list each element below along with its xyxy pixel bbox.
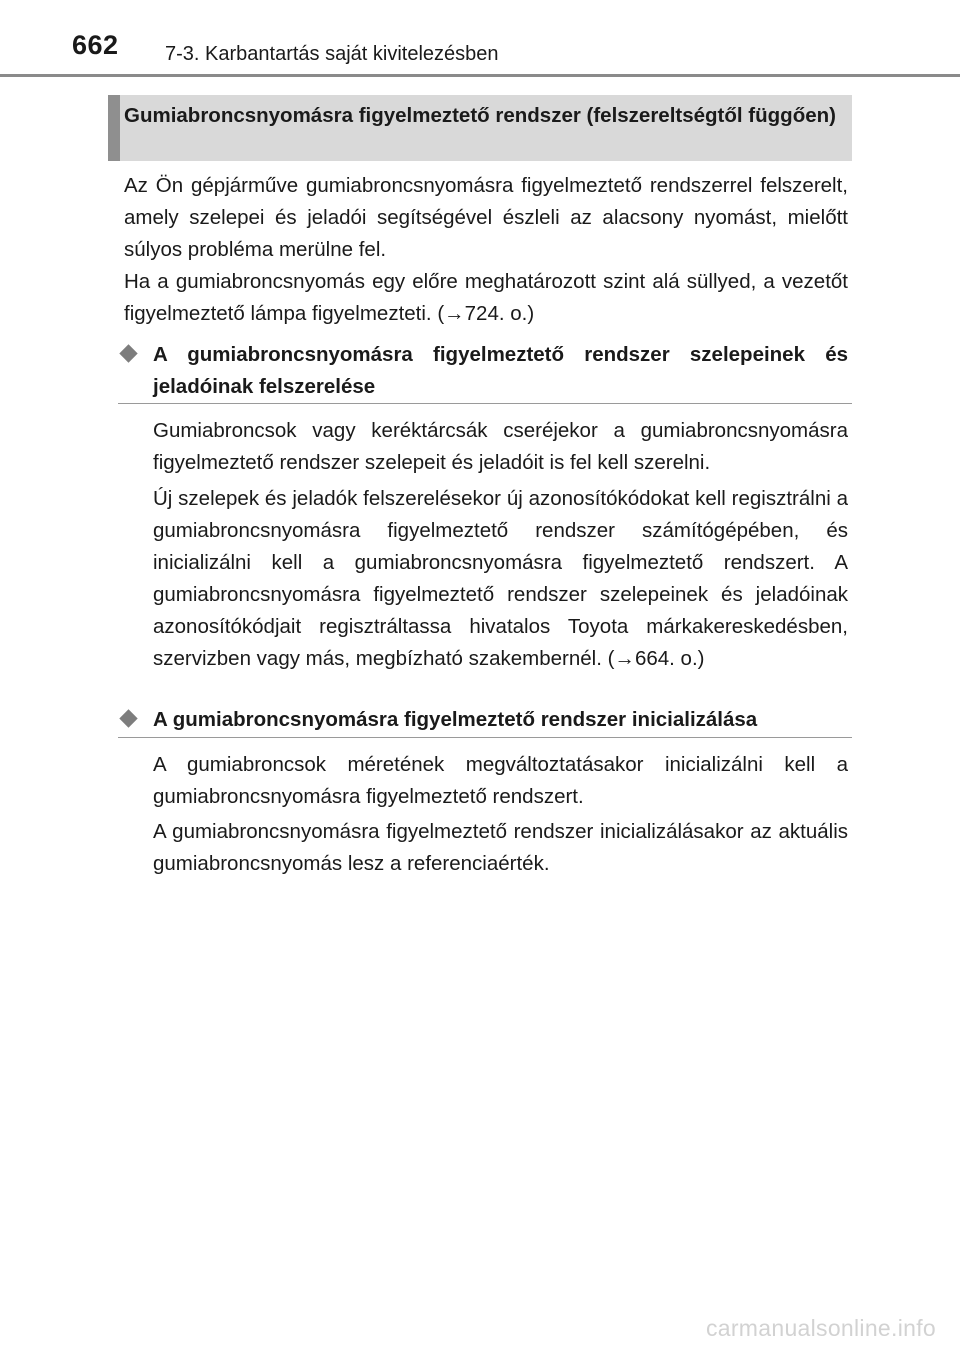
subsection-2-paragraph-2: A gumiabroncsnyomásra figyelmeztető rendszer inicializálásakor az aktuális gumiabroncsnyomás lesz a referenciaérték. <box>153 820 848 875</box>
diamond-bullet-icon <box>119 344 137 362</box>
subsection-1-paragraph-1: Gumiabroncsok vagy keréktárcsák cseréjekor a gumiabroncsnyomásra figyelmeztető rendszer szelepeit és jeladóit is fel kell szerelni. <box>153 419 848 474</box>
diamond-bullet-icon <box>119 709 137 727</box>
subsection-2-paragraph-1: A gumiabroncsok méretének megváltoztatásakor inicializálni kell a gumiabroncsnyomásra figyelmeztető rendszert. <box>153 753 848 808</box>
subsection-heading-2 <box>118 704 852 738</box>
subsection-1-paragraph-2: Új szelepek és jeladók felszerelésekor új azonosítókódokat kell regisztrálni a gumiabroncsnyomásra figyelmeztető rendszer számítógépében, és inicializálni kell a gumiabroncsnyomásra figyelmeztető rendszert. A gumiabroncsnyomásra figyelmeztető rendszer szelepeinek és jeladóinak azonosítókódjait regisztráltassa hivatalos Toyota márkakereskedésben, szervizben vagy más, megbízható szakembernél. (→664. o.) <box>153 487 848 670</box>
subsection-heading-1-text: A gumiabroncsnyomásra figyelmeztető rendszer szelepeinek és jeladóinak felszerelése <box>153 343 848 398</box>
header-rule <box>0 74 960 77</box>
section-title-box <box>108 95 852 161</box>
section-title-bar <box>108 95 120 161</box>
running-head: 7-3. Karbantartás saját kivitelezésben <box>165 43 499 65</box>
subsection-heading-2-text: A gumiabroncsnyomásra figyelmeztető rendszer inicializálása <box>153 708 758 731</box>
intro-paragraph-2: Ha a gumiabroncsnyomás egy előre meghatározott szint alá süllyed, a vezetőt figyelmeztető lámpa figyelmezteti. (→724. o.) <box>124 270 848 325</box>
subsection-heading-1 <box>118 339 852 404</box>
watermark: carmanualsonline.info <box>705 1315 936 1341</box>
section-title: Gumiabroncsnyomásra figyelmeztető rendszer (felszereltségtől függően) <box>124 104 836 127</box>
intro-paragraph-1: Az Ön gépjárműve gumiabroncsnyomásra figyelmeztető rendszerrel felszerelt, amely szelepei és jeladói segítségével észleli az alacsony nyomást, mielőtt súlyos probléma merülne fel. <box>124 174 848 261</box>
page-number: 662 <box>72 30 119 60</box>
